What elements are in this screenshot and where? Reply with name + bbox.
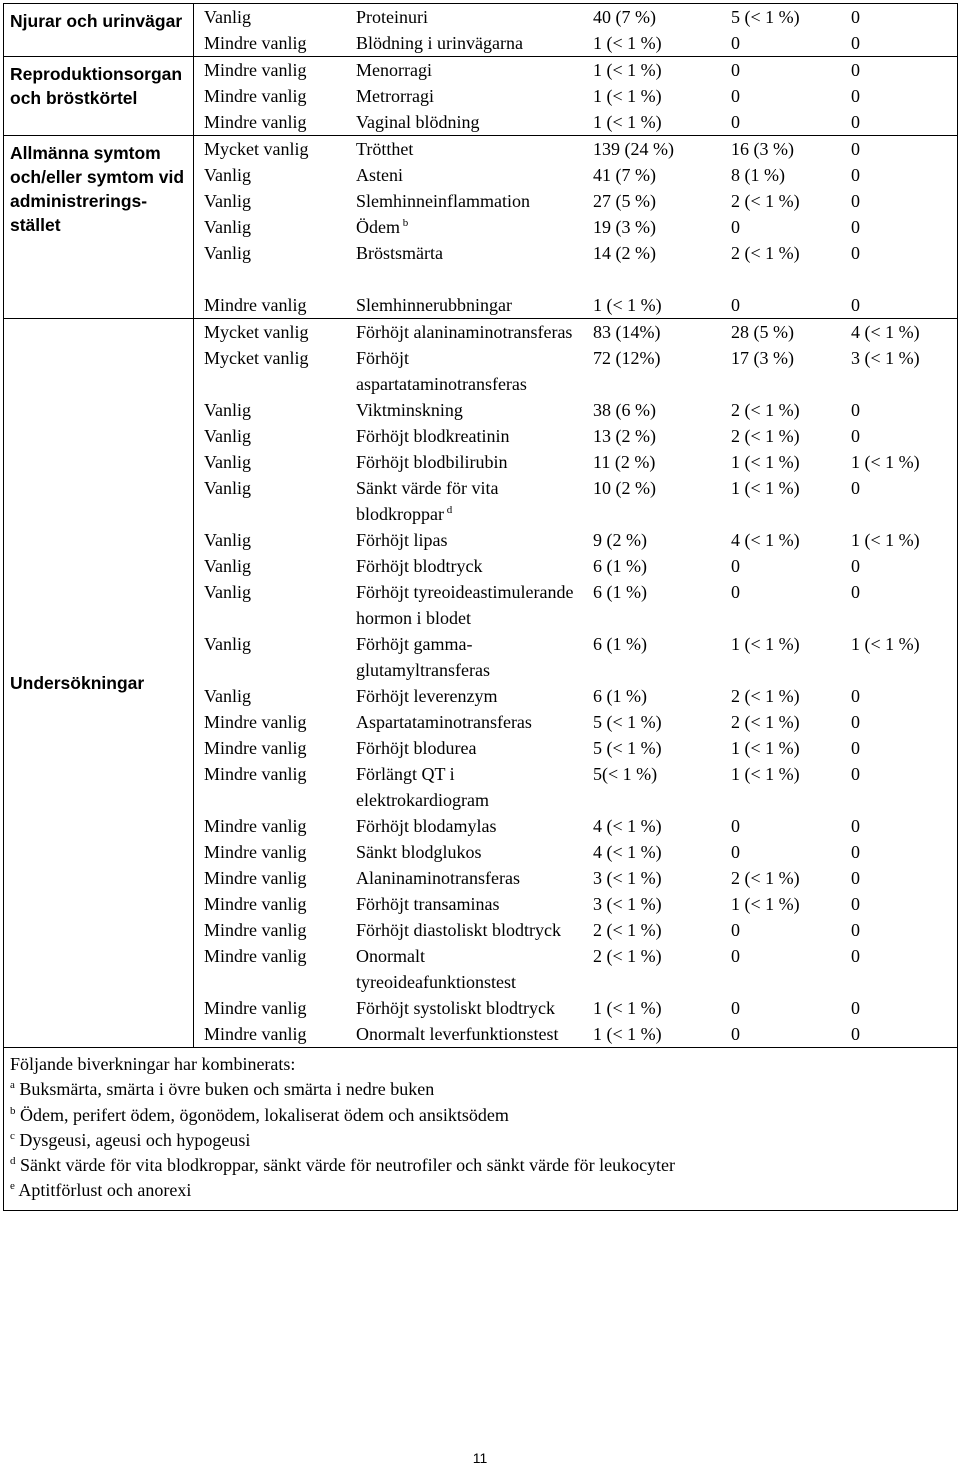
grade4-cell: 0 xyxy=(851,842,860,862)
reaction-cell: Slemhinnerubbningar xyxy=(356,295,512,315)
group-rows xyxy=(194,136,958,319)
frequency-cell: Vanlig xyxy=(204,478,251,498)
grade3-cell: 0 xyxy=(731,33,740,53)
group-rows xyxy=(194,4,958,57)
footnotes xyxy=(4,1048,958,1211)
all-grades-cell: 139 (24 %) xyxy=(593,139,674,159)
grade3-cell: 4 (< 1 %) xyxy=(731,530,800,550)
frequency-cell: Vanlig xyxy=(204,400,251,420)
frequency-cell: Vanlig xyxy=(204,530,251,550)
table-row xyxy=(194,397,957,423)
frequency-cell: Mindre vanlig xyxy=(204,86,307,106)
grade3-cell: 0 xyxy=(731,295,740,315)
footnote-item xyxy=(10,1103,951,1128)
grade3-cell: 28 (5 %) xyxy=(731,322,794,342)
table-row xyxy=(194,345,957,397)
grade3-cell: 1 (< 1 %) xyxy=(731,738,800,758)
table-row xyxy=(194,553,957,579)
page-number: 11 xyxy=(472,1450,488,1466)
table-row xyxy=(194,709,957,735)
grade4-cell: 0 xyxy=(851,165,860,185)
footnotes-row xyxy=(4,1048,958,1211)
grade3-cell: 2 (< 1 %) xyxy=(731,191,800,211)
grade4-cell: 3 (< 1 %) xyxy=(851,348,920,368)
footnote-item xyxy=(10,1128,951,1153)
grade3-cell: 5 (< 1 %) xyxy=(731,7,800,27)
footnote-marker: b xyxy=(400,217,409,229)
frequency-cell: Mindre vanlig xyxy=(204,946,307,966)
group-row-general xyxy=(4,136,958,319)
all-grades-cell: 6 (1 %) xyxy=(593,556,647,576)
frequency-cell: Mindre vanlig xyxy=(204,112,307,132)
group-label: Reproduktionsorgan och bröstkörtel xyxy=(4,57,194,136)
reaction-cell: Aspartataminotransferas xyxy=(356,712,532,732)
footnote-intro: Följande biverkningar har kombinerats: xyxy=(10,1054,296,1074)
frequency-cell: Mindre vanlig xyxy=(204,1024,307,1044)
reaction-cell: Förhöjt blodamylas xyxy=(356,816,497,836)
grade3-cell: 2 (< 1 %) xyxy=(731,686,800,706)
frequency-cell: Mindre vanlig xyxy=(204,764,307,784)
reaction-cell: Alaninaminotransferas xyxy=(356,868,520,888)
grade3-cell: 0 xyxy=(731,920,740,940)
grade4-cell: 0 xyxy=(851,217,860,237)
frequency-cell: Vanlig xyxy=(204,634,251,654)
grade4-cell: 0 xyxy=(851,243,860,263)
group-row-reproductive xyxy=(4,57,958,136)
grade3-cell: 0 xyxy=(731,842,740,862)
frequency-cell: Mindre vanlig xyxy=(204,295,307,315)
grade4-cell: 0 xyxy=(851,946,860,966)
frequency-cell: Vanlig xyxy=(204,452,251,472)
grade4-cell: 0 xyxy=(851,295,860,315)
footnote-marker: d xyxy=(443,504,453,516)
reaction-cell: Bröstsmärta xyxy=(356,243,443,263)
table-row xyxy=(194,319,957,345)
frequency-cell: Mindre vanlig xyxy=(204,816,307,836)
footnote-text: Dysgeusi, ageusi och hypogeusi xyxy=(14,1129,251,1150)
reaction-cell: Blödning i urinvägarna xyxy=(356,33,523,53)
table-row xyxy=(194,735,957,761)
group-label: Undersökningar xyxy=(4,319,194,1048)
table-row xyxy=(194,995,957,1021)
reaction-cell: Förhöjt blodurea xyxy=(356,738,477,758)
all-grades-cell: 1 (< 1 %) xyxy=(593,33,662,53)
all-grades-cell: 2 (< 1 %) xyxy=(593,946,662,966)
reaction-cell: Förhöjt lipas xyxy=(356,530,448,550)
footnote-mark: d xyxy=(10,1155,16,1168)
reaction-cell: Förhöjt gamma-glutamyltransferas xyxy=(356,634,490,680)
frequency-cell: Vanlig xyxy=(204,217,251,237)
all-grades-cell: 4 (< 1 %) xyxy=(593,816,662,836)
all-grades-cell: 5(< 1 %) xyxy=(593,764,658,784)
all-grades-cell: 27 (5 %) xyxy=(593,191,656,211)
all-grades-cell: 6 (1 %) xyxy=(593,686,647,706)
frequency-cell: Mindre vanlig xyxy=(204,894,307,914)
all-grades-cell: 38 (6 %) xyxy=(593,400,656,420)
grade4-cell: 0 xyxy=(851,86,860,106)
reaction-cell: Vaginal blödning xyxy=(356,112,480,132)
reaction-cell: Förhöjt leverenzym xyxy=(356,686,498,706)
table-row xyxy=(194,475,957,527)
reaction-cell: Förhöjt tyreoideastimulerande hormon i blodet xyxy=(356,582,574,628)
table-row xyxy=(194,136,957,162)
frequency-cell: Mindre vanlig xyxy=(204,998,307,1018)
table-row xyxy=(194,423,957,449)
all-grades-cell: 1 (< 1 %) xyxy=(593,295,662,315)
frequency-cell: Vanlig xyxy=(204,582,251,602)
grade4-cell: 0 xyxy=(851,764,860,784)
table-row xyxy=(194,761,957,813)
group-rows xyxy=(194,57,958,136)
table-row xyxy=(194,109,957,135)
grade4-cell: 0 xyxy=(851,712,860,732)
grade3-cell: 16 (3 %) xyxy=(731,139,794,159)
grade3-cell: 0 xyxy=(731,582,740,602)
footnote-mark: e xyxy=(10,1180,15,1193)
grade3-cell: 1 (< 1 %) xyxy=(731,452,800,472)
table-row xyxy=(194,865,957,891)
reaction-cell: Förhöjt transaminas xyxy=(356,894,500,914)
frequency-cell: Mindre vanlig xyxy=(204,738,307,758)
footnote-item xyxy=(10,1153,951,1178)
table-row xyxy=(194,188,957,214)
all-grades-cell: 1 (< 1 %) xyxy=(593,998,662,1018)
grade3-cell: 0 xyxy=(731,946,740,966)
reaction-cell: Metrorragi xyxy=(356,86,434,106)
grade4-cell: 0 xyxy=(851,60,860,80)
reaction-cell: Förhöjt aspartataminotransferas xyxy=(356,348,527,394)
all-grades-cell: 14 (2 %) xyxy=(593,243,656,263)
adverse-reactions-table xyxy=(3,3,958,1211)
footnote-list xyxy=(10,1077,951,1203)
grade3-cell: 2 (< 1 %) xyxy=(731,868,800,888)
grade4-cell: 0 xyxy=(851,556,860,576)
all-grades-cell: 19 (3 %) xyxy=(593,217,656,237)
reaction-cell: Proteinuri xyxy=(356,7,428,27)
reaction-cell: Förhöjt diastoliskt blodtryck xyxy=(356,920,561,940)
grade4-cell: 0 xyxy=(851,426,860,446)
all-grades-cell: 83 (14%) xyxy=(593,322,661,342)
footnote-item xyxy=(10,1077,951,1102)
table-row xyxy=(194,683,957,709)
reaction-cell: Slemhinneinflammation xyxy=(356,191,530,211)
table-row xyxy=(194,292,957,318)
table-row xyxy=(194,162,957,188)
reaction-cell: Förhöjt blodkreatinin xyxy=(356,426,510,446)
reaction-cell: Sänkt blodglukos xyxy=(356,842,482,862)
grade4-cell: 0 xyxy=(851,868,860,888)
table-row xyxy=(194,579,957,631)
all-grades-cell: 2 (< 1 %) xyxy=(593,920,662,940)
table-row xyxy=(194,449,957,475)
table-row xyxy=(194,943,957,995)
all-grades-cell: 72 (12%) xyxy=(593,348,661,368)
table-row xyxy=(194,1021,957,1047)
reaction-cell: Förhöjt alaninaminotransferas xyxy=(356,322,573,342)
grade4-cell: 0 xyxy=(851,400,860,420)
frequency-cell: Vanlig xyxy=(204,556,251,576)
all-grades-cell: 40 (7 %) xyxy=(593,7,656,27)
grade3-cell: 0 xyxy=(731,86,740,106)
all-grades-cell: 1 (< 1 %) xyxy=(593,86,662,106)
grade3-cell: 1 (< 1 %) xyxy=(731,478,800,498)
all-grades-cell: 1 (< 1 %) xyxy=(593,112,662,132)
group-label: Njurar och urinvägar xyxy=(4,4,194,57)
frequency-cell: Vanlig xyxy=(204,686,251,706)
all-grades-cell: 1 (< 1 %) xyxy=(593,60,662,80)
grade3-cell: 0 xyxy=(731,217,740,237)
table-row xyxy=(194,891,957,917)
grade3-cell: 2 (< 1 %) xyxy=(731,400,800,420)
grade3-cell: 1 (< 1 %) xyxy=(731,634,800,654)
frequency-cell: Mindre vanlig xyxy=(204,712,307,732)
grade4-cell: 0 xyxy=(851,7,860,27)
reaction-cell: Trötthet xyxy=(356,139,414,159)
all-grades-cell: 13 (2 %) xyxy=(593,426,656,446)
footnote-mark: c xyxy=(10,1129,15,1142)
footnote-item xyxy=(10,1178,951,1203)
table-row xyxy=(194,240,957,292)
grade4-cell: 0 xyxy=(851,920,860,940)
table-row xyxy=(194,30,957,56)
frequency-cell: Mindre vanlig xyxy=(204,920,307,940)
all-grades-cell: 1 (< 1 %) xyxy=(593,1024,662,1044)
grade4-cell: 0 xyxy=(851,582,860,602)
reaction-cell: Menorragi xyxy=(356,60,432,80)
table-row xyxy=(194,83,957,109)
grade3-cell: 0 xyxy=(731,816,740,836)
grade4-cell: 0 xyxy=(851,998,860,1018)
grade3-cell: 17 (3 %) xyxy=(731,348,794,368)
reaction-cell: Sänkt värde för vita blodkroppar $^d$ xyxy=(356,478,499,524)
frequency-cell: Mycket vanlig xyxy=(204,322,309,342)
grade4-cell: 1 (< 1 %) xyxy=(851,452,920,472)
grade3-cell: 1 (< 1 %) xyxy=(731,894,800,914)
grade3-cell: 8 (1 %) xyxy=(731,165,785,185)
all-grades-cell: 10 (2 %) xyxy=(593,478,656,498)
all-grades-cell: 4 (< 1 %) xyxy=(593,842,662,862)
grade3-cell: 2 (< 1 %) xyxy=(731,426,800,446)
all-grades-cell: 41 (7 %) xyxy=(593,165,656,185)
frequency-cell: Vanlig xyxy=(204,191,251,211)
all-grades-cell: 3 (< 1 %) xyxy=(593,868,662,888)
table-row xyxy=(194,214,957,240)
reaction-cell: Förhöjt systoliskt blodtryck xyxy=(356,998,556,1018)
table-row xyxy=(194,917,957,943)
frequency-cell: Mycket vanlig xyxy=(204,139,309,159)
grade3-cell: 0 xyxy=(731,556,740,576)
reaction-cell: Förhöjt blodtryck xyxy=(356,556,483,576)
all-grades-cell: 3 (< 1 %) xyxy=(593,894,662,914)
group-label: Allmänna symtom och/eller symtom vid administrerings-stället xyxy=(4,136,194,319)
grade4-cell: 1 (< 1 %) xyxy=(851,634,920,654)
grade4-cell: 0 xyxy=(851,139,860,159)
table-row xyxy=(194,813,957,839)
grade3-cell: 0 xyxy=(731,998,740,1018)
grade4-cell: 0 xyxy=(851,738,860,758)
reaction-cell: Förhöjt blodbilirubin xyxy=(356,452,508,472)
table-row xyxy=(194,527,957,553)
grade3-cell: 1 (< 1 %) xyxy=(731,764,800,784)
reaction-cell: Ödem $^b$ xyxy=(356,217,409,237)
frequency-cell: Vanlig xyxy=(204,165,251,185)
grade3-cell: 2 (< 1 %) xyxy=(731,712,800,732)
group-row-investigations xyxy=(4,319,958,1048)
all-grades-cell: 5 (< 1 %) xyxy=(593,712,662,732)
table-row xyxy=(194,631,957,683)
all-grades-cell: 11 (2 %) xyxy=(593,452,656,472)
footnote-text: Aptitförlust och anorexi xyxy=(14,1180,192,1201)
all-grades-cell: 6 (1 %) xyxy=(593,582,647,602)
grade4-cell: 0 xyxy=(851,478,860,498)
all-grades-cell: 5 (< 1 %) xyxy=(593,738,662,758)
footnote-text: Ödem, perifert ödem, ögonödem, lokaliserat ödem och ansiktsödem xyxy=(15,1104,509,1125)
grade4-cell: 0 xyxy=(851,894,860,914)
frequency-cell: Vanlig xyxy=(204,243,251,263)
reaction-cell: Viktminskning xyxy=(356,400,463,420)
grade3-cell: 0 xyxy=(731,60,740,80)
grade4-cell: 1 (< 1 %) xyxy=(851,530,920,550)
table-row xyxy=(194,839,957,865)
frequency-cell: Vanlig xyxy=(204,426,251,446)
frequency-cell: Mycket vanlig xyxy=(204,348,309,368)
grade4-cell: 0 xyxy=(851,1024,860,1044)
grade4-cell: 0 xyxy=(851,112,860,132)
frequency-cell: Mindre vanlig xyxy=(204,60,307,80)
grade4-cell: 4 (< 1 %) xyxy=(851,322,920,342)
frequency-cell: Mindre vanlig xyxy=(204,868,307,888)
footnote-text: Sänkt värde för vita blodkroppar, sänkt värde för neutrofiler och sänkt värde för leukocyter xyxy=(15,1155,676,1176)
footnote-mark: b xyxy=(10,1104,16,1117)
grade4-cell: 0 xyxy=(851,686,860,706)
group-row-kidneys xyxy=(4,4,958,57)
grade4-cell: 0 xyxy=(851,191,860,211)
group-rows xyxy=(194,319,958,1048)
grade3-cell: 0 xyxy=(731,112,740,132)
footnote-text: Buksmärta, smärta i övre buken och smärta i nedre buken xyxy=(14,1079,435,1100)
grade4-cell: 0 xyxy=(851,33,860,53)
reaction-cell: Förlängt QT i elektrokardiogram xyxy=(356,764,489,810)
all-grades-cell: 6 (1 %) xyxy=(593,634,647,654)
footnote-mark: a xyxy=(10,1079,15,1092)
reaction-cell: Onormalt leverfunktionstest xyxy=(356,1024,559,1044)
frequency-cell: Vanlig xyxy=(204,7,251,27)
table-row xyxy=(194,4,957,30)
table-row xyxy=(194,57,957,83)
reaction-cell: Onormalt tyreoideafunktionstest xyxy=(356,946,516,992)
grade4-cell: 0 xyxy=(851,816,860,836)
frequency-cell: Mindre vanlig xyxy=(204,842,307,862)
frequency-cell: Mindre vanlig xyxy=(204,33,307,53)
grade3-cell: 2 (< 1 %) xyxy=(731,243,800,263)
all-grades-cell: 9 (2 %) xyxy=(593,530,647,550)
grade3-cell: 0 xyxy=(731,1024,740,1044)
reaction-cell: Asteni xyxy=(356,165,403,185)
